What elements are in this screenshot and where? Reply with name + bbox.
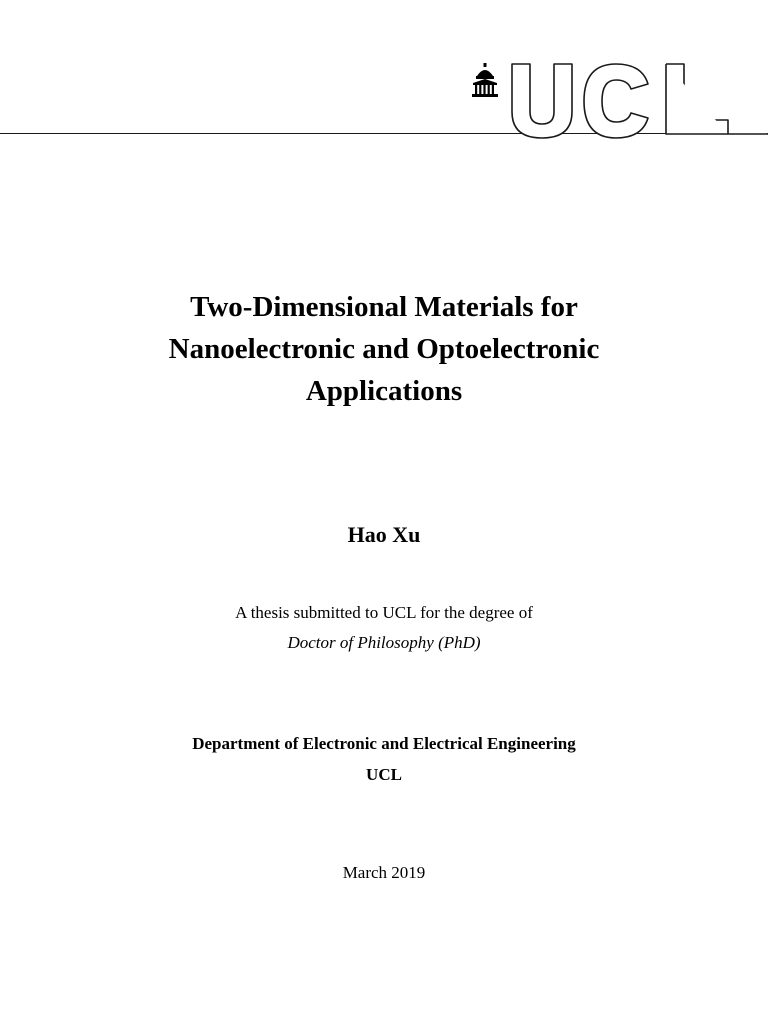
author-name: Hao Xu (347, 522, 421, 547)
degree-name: Doctor of Philosophy (PhD) (287, 633, 481, 652)
submission-statement: A thesis submitted to UCL for the degree of (235, 603, 533, 622)
ucl-logo (470, 58, 768, 142)
submission-block (84, 598, 684, 658)
department-name: Department of Electronic and Electrical Engineering (192, 734, 576, 753)
title-line-3: Applications (305, 375, 463, 407)
thesis-title (84, 286, 684, 412)
title-line-2: Nanoelectronic and Optoelectronic (168, 333, 600, 365)
institution-name: UCL (366, 765, 402, 784)
submission-date: March 2019 (342, 863, 426, 882)
department-block (84, 728, 684, 790)
title-line-1: Two-Dimensional Materials for (190, 291, 578, 323)
